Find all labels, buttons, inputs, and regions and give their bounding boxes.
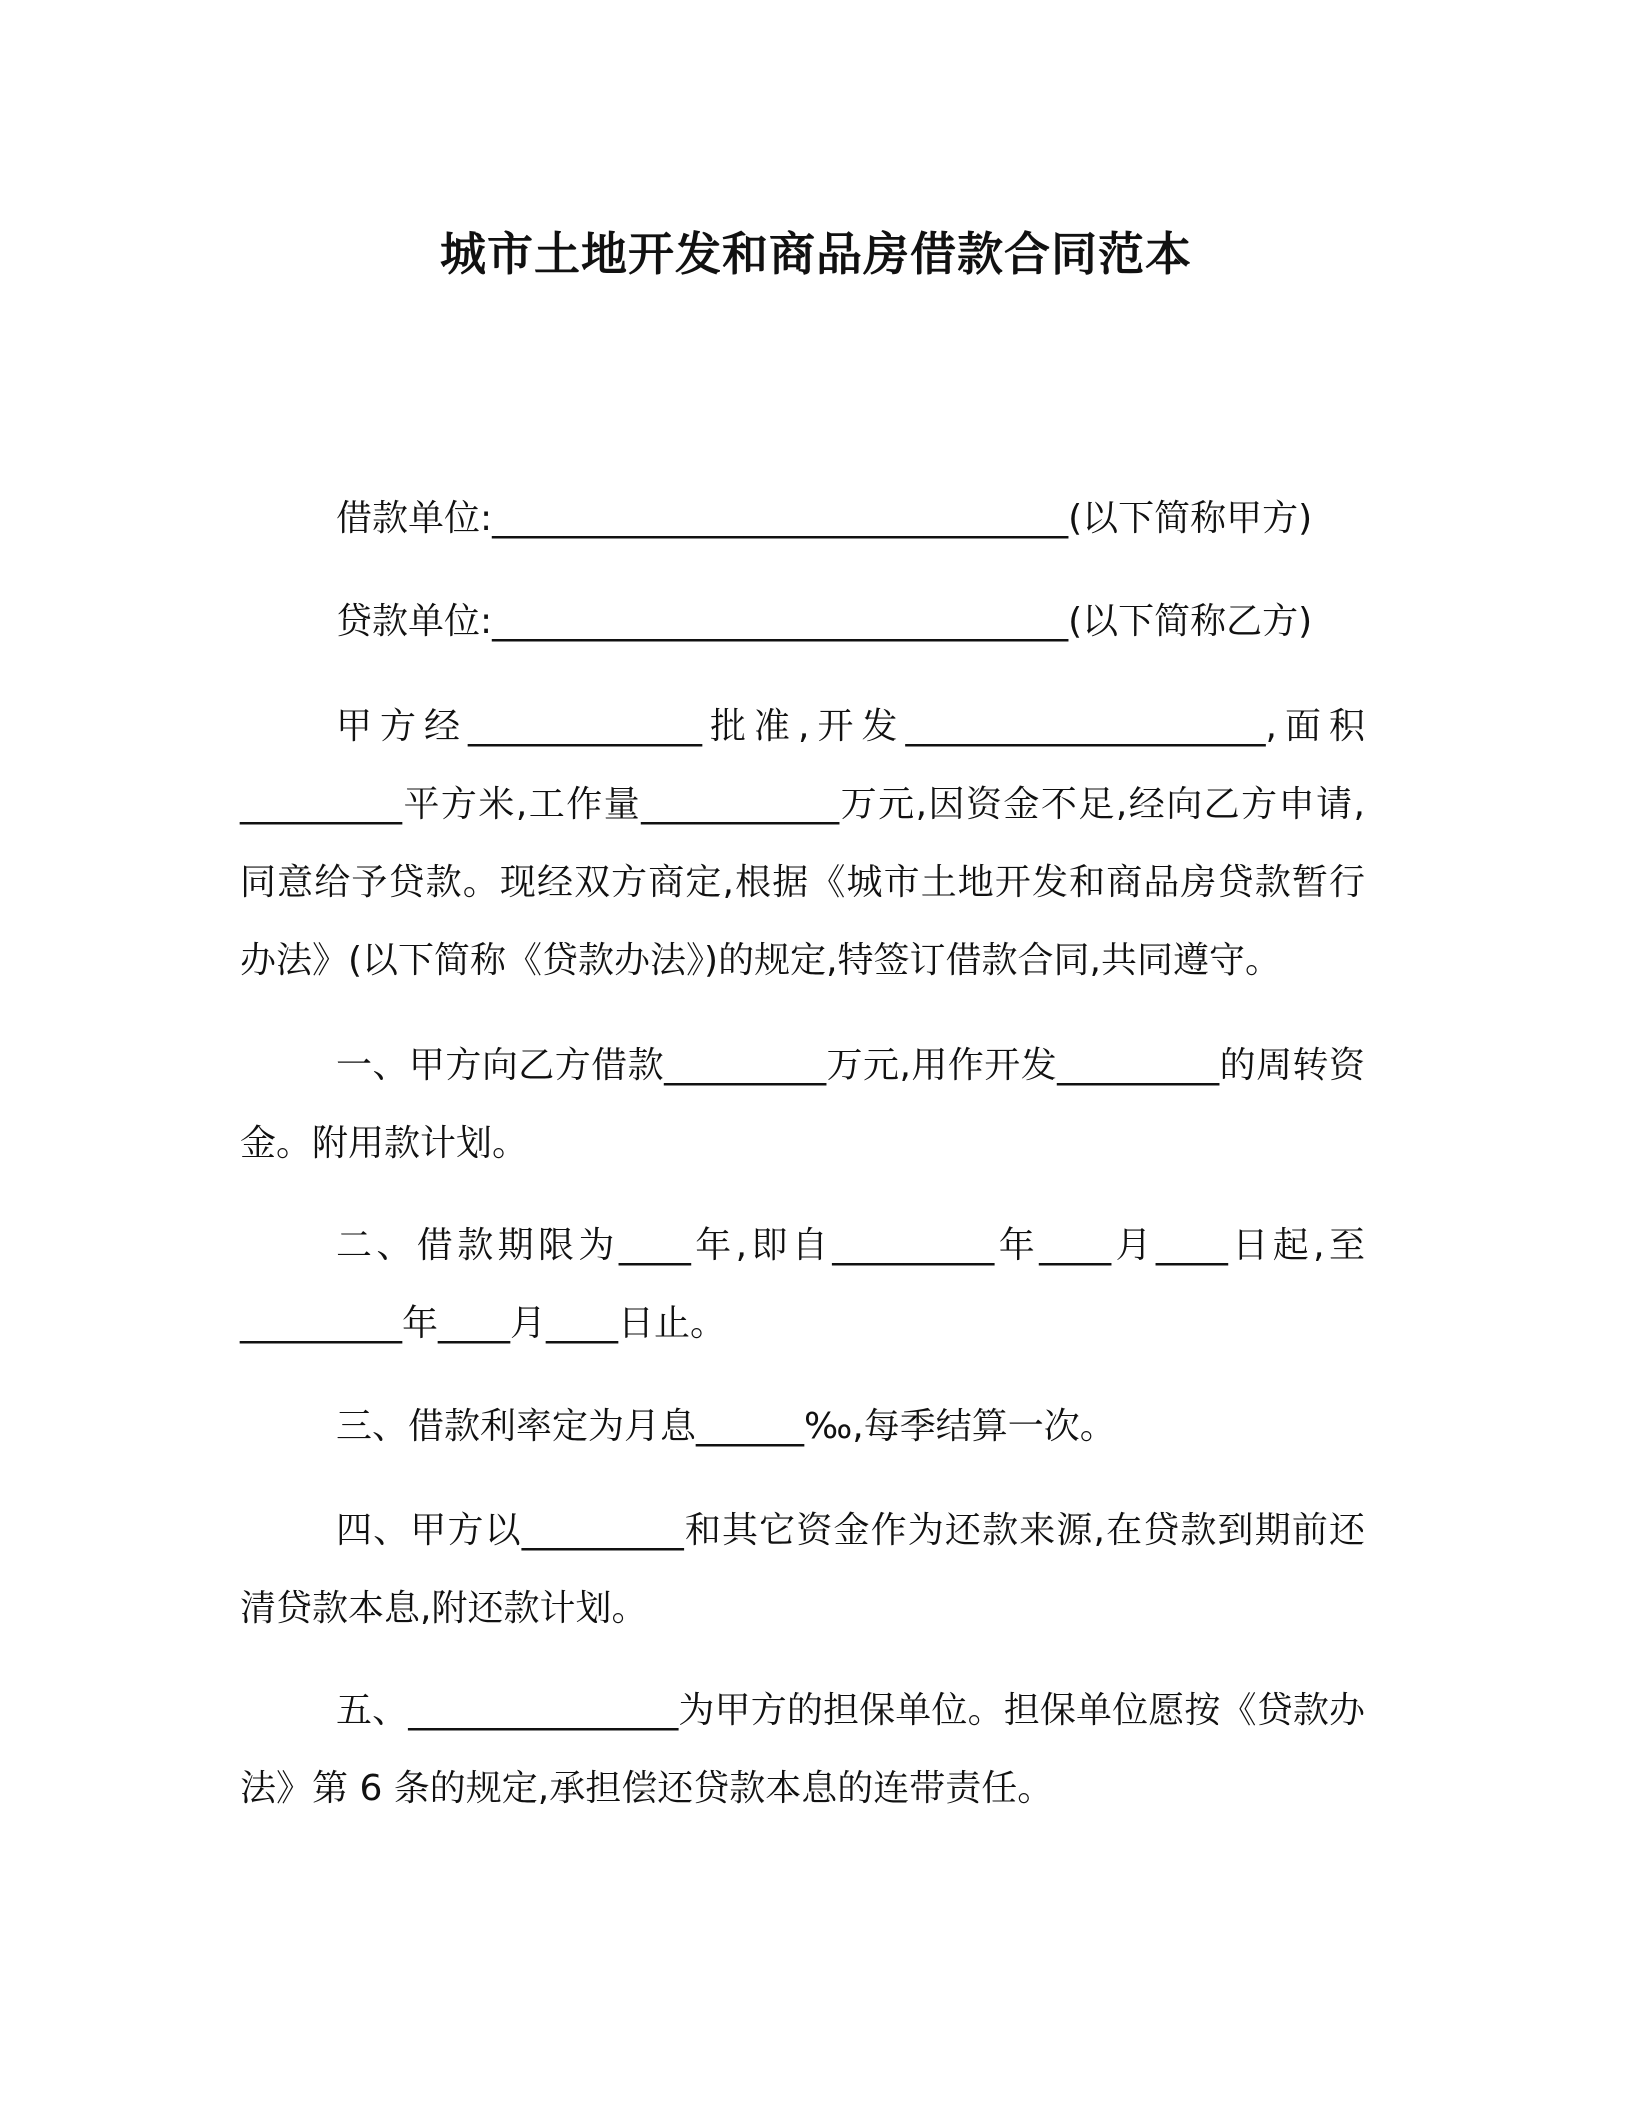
clause-4: 四、甲方以_________和其它资金作为还款来源,在贷款到期前还清贷款本息,附还款计划。 bbox=[240, 1510, 1365, 1629]
clause-2: 二、借款期限为____年,即自_________年____月____日起,至_________年____月____日止。 bbox=[240, 1225, 1365, 1344]
clause-1: 一、甲方向乙方借款_________万元,用作开发_________的周转资金。附用款计划。 bbox=[240, 1045, 1365, 1164]
document-title: 城市土地开发和商品房借款合同范本 bbox=[440, 227, 1192, 281]
borrower-line: 借款单位:________________________________(以下简称甲方) bbox=[336, 498, 1313, 539]
lender-line: 贷款单位:________________________________(以下简称乙方) bbox=[336, 601, 1313, 642]
intro-paragraph: 甲方经_____________批准,开发____________________,面积_________平方米,工作量___________万元,因资金不足,经向乙方申请,同意给予贷款。现经双方商定,根据《城市土地开发和商品房贷款暂行办法》(以下简称《贷款办法》)的规定,特签订借款合同,共同遵守。 bbox=[240, 706, 1365, 981]
clause-5: 五、_______________为甲方的担保单位。担保单位愿按《贷款办法》第 6 条的规定,承担偿还贷款本息的连带责任。 bbox=[240, 1690, 1365, 1809]
clause-3: 三、借款利率定为月息______‰,每季结算一次。 bbox=[336, 1406, 1116, 1447]
